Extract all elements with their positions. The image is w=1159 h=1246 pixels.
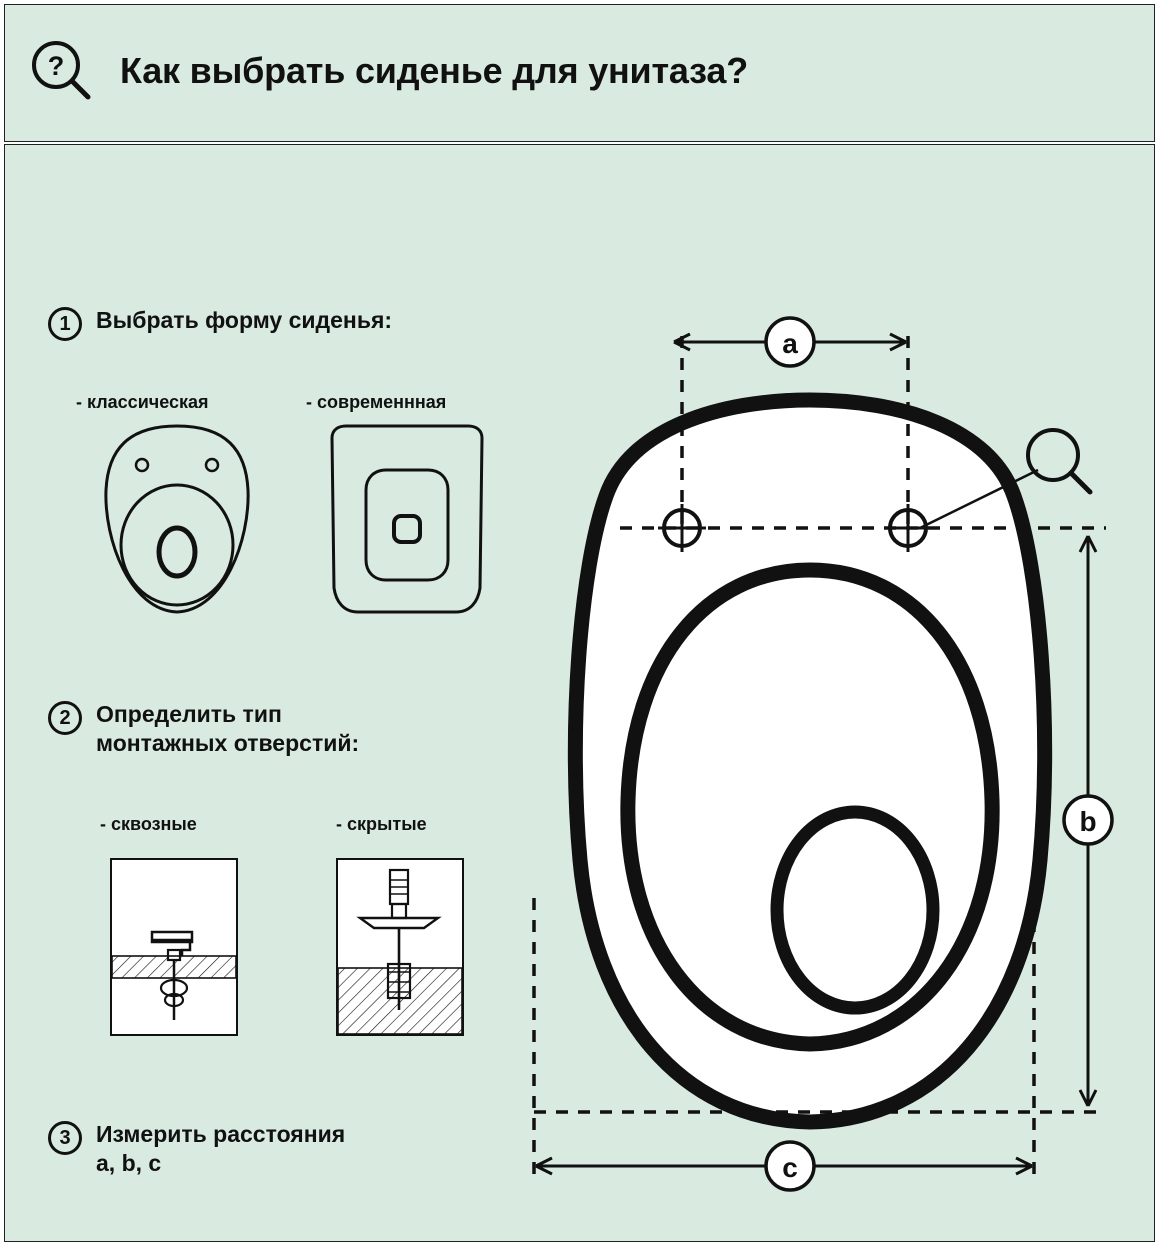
step-2 <box>48 700 359 758</box>
step-3-label-line1: Измерить расстояния <box>96 1121 346 1147</box>
step-2-label <box>96 700 359 758</box>
option-through-caption: - сквозные <box>100 814 197 834</box>
step-3-number: 3 <box>48 1121 82 1155</box>
option-hidden-caption: - скрытые <box>336 814 427 834</box>
svg-text:a: a <box>782 328 798 359</box>
modern-seat-shape-icon <box>322 420 492 620</box>
step-3 <box>48 1120 345 1178</box>
header <box>30 40 748 102</box>
step-1-label: Выбрать форму сиденья: <box>96 307 393 333</box>
classic-seat-shape-icon <box>92 420 262 620</box>
option-modern-caption: - современнная <box>306 392 447 412</box>
option-classic-caption: - классическая <box>76 392 209 412</box>
step-2-number: 2 <box>48 701 82 735</box>
step-1 <box>48 306 392 341</box>
step-3-label <box>96 1120 345 1178</box>
svg-text:c: c <box>782 1152 798 1183</box>
svg-text:b: b <box>1079 806 1097 837</box>
step-2-label-line2: монтажных отверстий: <box>96 729 360 756</box>
step-2-label-line1: Определить тип <box>96 701 282 727</box>
page-title: Как выбрать сиденье для унитаза? <box>120 50 749 91</box>
through-hole-mount-icon <box>110 858 238 1036</box>
svg-text:?: ? <box>47 51 65 81</box>
step-3-label-line2: a, b, c <box>96 1149 162 1176</box>
toilet-seat-measurement-diagram <box>510 300 1130 1200</box>
step-1-number: 1 <box>48 307 82 341</box>
question-magnifier-icon <box>30 40 92 102</box>
hidden-hole-mount-icon <box>336 858 464 1036</box>
